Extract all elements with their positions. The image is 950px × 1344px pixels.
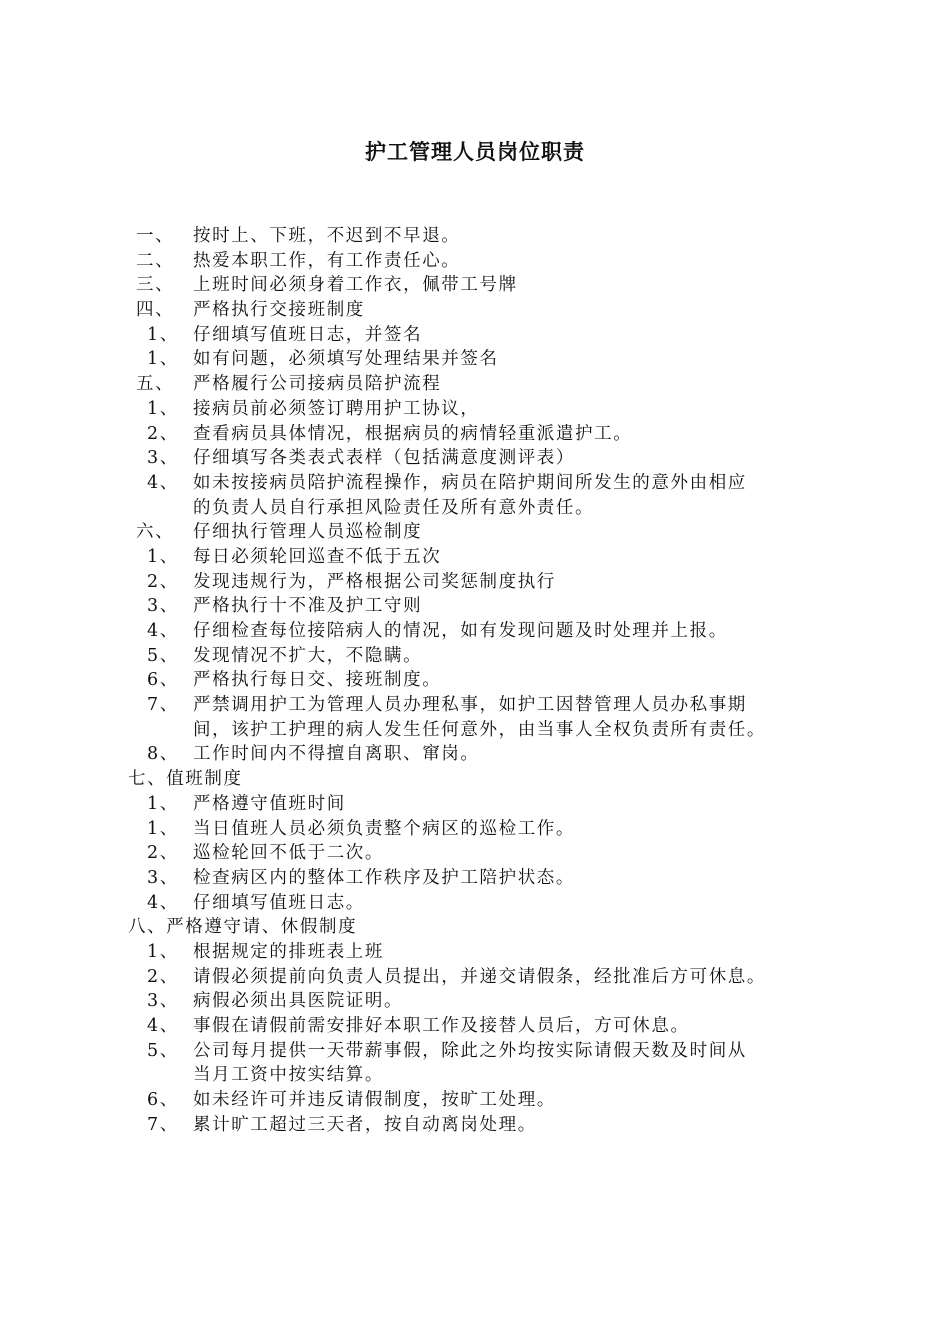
- list-text: 如有问题，必须填写处理结果并签名: [193, 349, 499, 370]
- list-marker: 1、: [147, 818, 179, 839]
- list-item: [0, 841, 950, 866]
- list-text: 病假必须出具医院证明。: [193, 991, 404, 1012]
- list-text: 当月工资中按实结算。: [193, 1065, 384, 1086]
- list-marker: 二、: [136, 250, 175, 271]
- list-marker: 6、: [147, 670, 179, 691]
- list-item: [0, 891, 950, 916]
- section-heading-text: 八、严格遵守请、休假制度: [128, 917, 358, 938]
- list-text: 仔细执行管理人员巡检制度: [193, 522, 423, 543]
- section-heading-text: 七、值班制度: [128, 769, 243, 790]
- list-item: [0, 471, 950, 496]
- list-item: [0, 545, 950, 570]
- list-marker: 三、: [136, 275, 175, 296]
- list-text: 接病员前必须签订聘用护工协议，: [193, 398, 480, 419]
- list-marker: 1、: [147, 349, 179, 370]
- list-text: 按时上、下班，不迟到不早退。: [193, 226, 461, 246]
- list-item: [0, 446, 950, 471]
- list-marker: 2、: [147, 966, 179, 987]
- list-item: [0, 989, 950, 1014]
- list-text: 发现违规行为，严格根据公司奖惩制度执行: [193, 571, 556, 592]
- list-marker: 六、: [136, 522, 175, 543]
- list-item: [0, 397, 950, 422]
- list-text: 工作时间内不得擅自离职、窜岗。: [193, 744, 480, 765]
- list-item: [0, 693, 950, 718]
- list-text: 间，该护工护理的病人发生任何意外，由当事人全权负责所有责任。: [193, 719, 766, 740]
- list-item: [0, 866, 950, 891]
- list-text: 严格执行十不准及护工守则: [193, 596, 423, 617]
- list-text: 根据规定的排班表上班: [193, 941, 384, 962]
- list-marker: 四、: [136, 300, 175, 321]
- list-item-continuation: [0, 496, 950, 521]
- list-marker: 5、: [147, 1040, 179, 1061]
- section-heading: [0, 767, 950, 792]
- list-text: 仔细填写各类表式表样（包括满意度测评表）: [193, 448, 575, 469]
- list-marker: 8、: [147, 744, 179, 765]
- list-item: [0, 619, 950, 644]
- list-text: 上班时间必须身着工作衣，佩带工号牌: [193, 275, 518, 296]
- list-marker: 1、: [147, 941, 179, 962]
- list-item: [0, 1113, 950, 1138]
- page-title: 护工管理人员岗位职责: [365, 139, 585, 164]
- list-marker: 4、: [147, 1016, 179, 1036]
- list-item: [0, 570, 950, 595]
- list-item: [0, 224, 950, 249]
- list-text: 发现情况不扩大，不隐瞒。: [193, 645, 423, 666]
- list-text: 仔细填写值班日志。: [193, 892, 365, 913]
- list-item: [0, 817, 950, 842]
- list-marker: 2、: [147, 423, 179, 444]
- list-item: [0, 1088, 950, 1113]
- list-item: [0, 1039, 950, 1064]
- list-text: 热爱本职工作，有工作责任心。: [193, 250, 461, 271]
- list-marker: 4、: [147, 621, 179, 641]
- list-text: 严格遵守值班时间: [193, 793, 346, 814]
- list-marker: 1、: [147, 546, 179, 567]
- list-item: [0, 520, 950, 545]
- list-item: [0, 273, 950, 298]
- list-marker: 1、: [147, 793, 179, 814]
- list-item: [0, 249, 950, 274]
- list-item: [0, 422, 950, 447]
- list-marker: 4、: [147, 472, 179, 493]
- list-text: 严禁调用护工为管理人员办理私事，如护工因替管理人员办私事期: [193, 695, 747, 716]
- list-marker: 2、: [147, 843, 179, 864]
- list-text: 查看病员具体情况，根据病员的病情轻重派遣护工。: [193, 423, 633, 444]
- list-marker: 3、: [147, 867, 179, 888]
- list-text: 的负责人员自行承担风险责任及所有意外责任。: [193, 497, 595, 518]
- list-text: 如未经许可并违反请假制度，按旷工处理。: [193, 1090, 556, 1111]
- list-item: [0, 792, 950, 817]
- list-text: 严格执行交接班制度: [193, 300, 365, 321]
- list-item: [0, 1014, 950, 1039]
- list-marker: 一、: [136, 226, 175, 246]
- list-item-continuation: [0, 1063, 950, 1088]
- list-item: [0, 347, 950, 372]
- list-item-continuation: [0, 718, 950, 743]
- list-item: [0, 372, 950, 397]
- list-item: [0, 965, 950, 990]
- list-text: 严格履行公司接病员陪护流程: [193, 374, 442, 395]
- list-marker: 3、: [147, 596, 179, 617]
- list-text: 公司每月提供一天带薪事假，除此之外均按实际请假天数及时间从: [193, 1040, 747, 1061]
- list-marker: 1、: [147, 398, 179, 419]
- list-marker: 3、: [147, 448, 179, 469]
- list-marker: 1、: [147, 324, 179, 345]
- list-text: 累计旷工超过三天者，按自动离岗处理。: [193, 1114, 537, 1135]
- list-text: 请假必须提前向负责人员提出，并递交请假条，经批准后方可休息。: [193, 966, 766, 987]
- list-text: 如未按接病员陪护流程操作，病员在陪护期间所发生的意外由相应: [193, 472, 747, 493]
- list-item: [0, 298, 950, 323]
- list-item: [0, 668, 950, 693]
- list-item: [0, 940, 950, 965]
- list-marker: 7、: [147, 695, 179, 716]
- list-text: 当日值班人员必须负责整个病区的巡检工作。: [193, 818, 575, 839]
- list-text: 仔细检查每位接陪病人的情况，如有发现问题及时处理并上报。: [193, 621, 728, 641]
- list-marker: 4、: [147, 892, 179, 913]
- list-marker: 2、: [147, 571, 179, 592]
- list-marker: 3、: [147, 991, 179, 1012]
- list-marker: 7、: [147, 1114, 179, 1135]
- duty-list: [0, 224, 950, 1137]
- list-item: [0, 742, 950, 767]
- list-marker: 5、: [147, 645, 179, 666]
- list-text: 巡检轮回不低于二次。: [193, 843, 384, 864]
- list-text: 仔细填写值班日志，并签名: [193, 324, 423, 345]
- list-text: 检查病区内的整体工作秩序及护工陪护状态。: [193, 867, 575, 888]
- list-marker: 6、: [147, 1090, 179, 1111]
- list-item: [0, 323, 950, 348]
- list-text: 每日必须轮回巡查不低于五次: [193, 546, 442, 567]
- list-text: 严格执行每日交、接班制度。: [193, 670, 442, 691]
- list-marker: 五、: [136, 374, 175, 395]
- list-item: [0, 644, 950, 669]
- section-heading: [0, 915, 950, 940]
- list-text: 事假在请假前需安排好本职工作及接替人员后，方可休息。: [193, 1016, 690, 1036]
- list-item: [0, 594, 950, 619]
